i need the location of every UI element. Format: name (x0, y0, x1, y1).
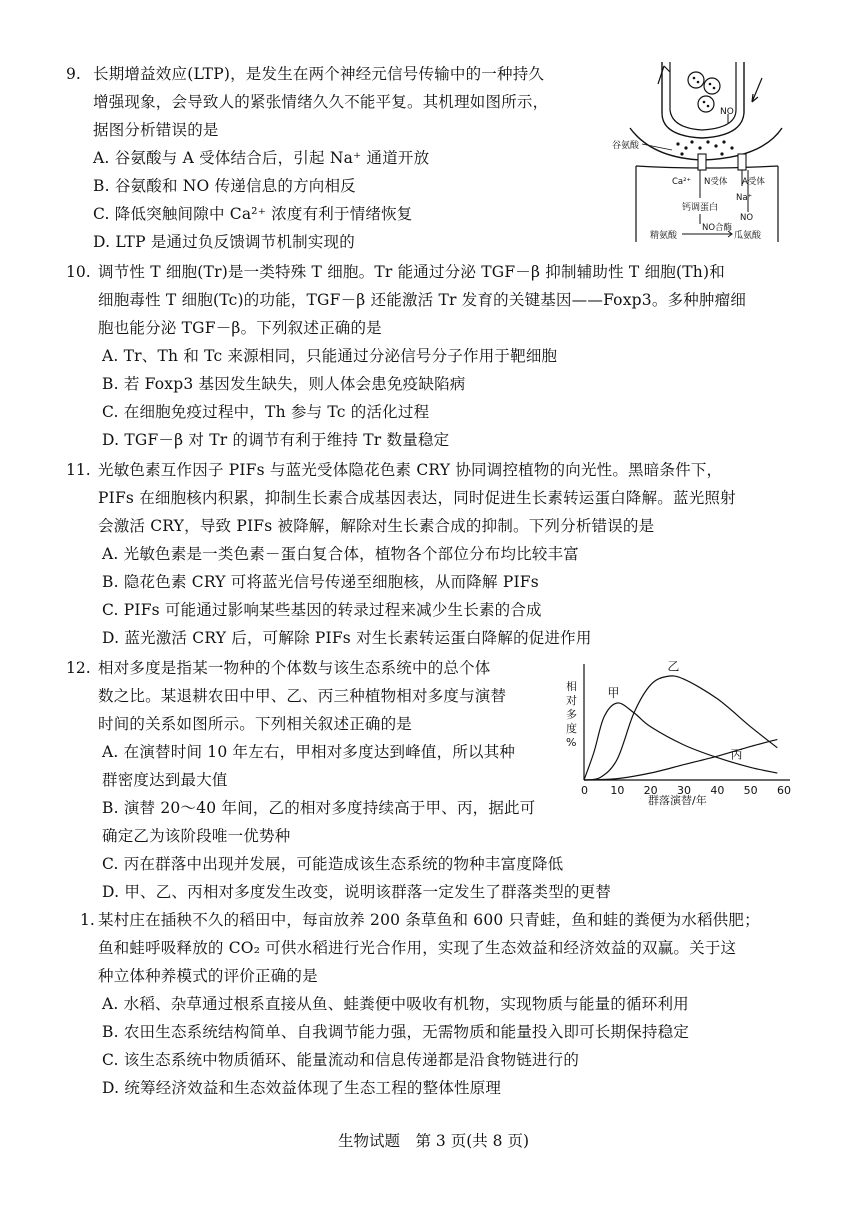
question-13-option-c: C. 该生态系统中物质循环、能量流动和信息传递都是沿食物链进行的 (102, 1051, 580, 1069)
question-9-number: 9. (66, 65, 81, 83)
question-11-option-d: D. 蓝光激活 CRY 后，可解除 PIFs 对生长素转运蛋白降解的促进作用 (102, 629, 592, 647)
question-9-option-c: C. 降低突触间隙中 Ca²⁺ 浓度有利于情绪恢复 (93, 205, 413, 223)
synapse-diagram (612, 58, 812, 242)
question-9-stem-line: 据图分析错误的是 (93, 121, 219, 139)
question-12-option-a-cont: 群密度达到最大值 (102, 771, 228, 789)
question-9-option-a: A. 谷氨酸与 A 受体结合后，引起 Na⁺ 通道开放 (93, 149, 430, 167)
question-13-number: 1. (80, 911, 95, 929)
series-line-丙 (584, 739, 777, 780)
x-tick-label: 30 (677, 784, 691, 797)
arrow-down-icon (658, 66, 670, 84)
arginine-label: 精氨酸 (650, 231, 678, 241)
citrulline-label: 瓜氨酸 (734, 231, 762, 241)
y-axis-label (566, 679, 577, 749)
no-label-top: NO (720, 107, 734, 117)
question-11-option-b: B. 隐花色素 CRY 可将蓝光信号传递至细胞核，从而降解 PIFs (102, 573, 539, 591)
arrow-in-icon (752, 78, 762, 102)
x-axis-label: 群落演替/年 (648, 794, 707, 807)
series-line-甲 (584, 703, 777, 780)
question-10-option-b: B. 若 Foxp3 基因发生缺失，则人体会患免疫缺陷病 (102, 375, 466, 393)
x-tick-label: 20 (643, 784, 658, 797)
question-12-option-a: A. 在演替时间 10 年左右，甲相对多度达到峰值，所以其种 (102, 743, 516, 761)
question-11-stem-line: PIFs 在细胞核内积累，抑制生长素合成基因表达，同时促进生长素转运蛋白降解。蓝光照射 (98, 489, 736, 507)
question-12-option-b: B. 演替 20～40 年间，乙的相对多度持续高于甲、丙，据此可 (102, 799, 536, 817)
na-label: Na⁺ (736, 193, 753, 203)
relative-abundance-chart (560, 660, 800, 808)
x-tick-label: 40 (710, 784, 725, 797)
n-receptor-label: N受体 (704, 177, 728, 187)
series-label: 乙 (667, 660, 680, 674)
a-receptor-label: A受体 (742, 177, 765, 187)
question-10-stem-line: 调节性 T 细胞(Tr)是一类特殊 T 细胞。Tr 能通过分泌 TGF－β 抑制辅助性 T 细胞(Th)和 (98, 263, 725, 281)
question-12-stem-line: 数之比。某退耕农田中甲、乙、丙三种植物相对多度与演替 (98, 687, 507, 705)
question-12-option-b-cont: 确定乙为该阶段唯一优势种 (102, 827, 291, 845)
svg-text:相对多度%: 相对多度% (566, 680, 577, 749)
x-tick-label: 60 (777, 784, 791, 797)
x-tick-label: 10 (610, 784, 625, 797)
question-11-option-a: A. 光敏色素是一类色素－蛋白复合体，植物各个部位分布均比较丰富 (102, 545, 579, 563)
series-label: 甲 (607, 686, 620, 700)
question-13-stem-line: 某村庄在插秧不久的稻田中，每亩放养 200 条草鱼和 600 只青蛙，鱼和蛙的粪便为水稻供肥； (98, 911, 760, 929)
question-11-stem-line: 会激活 CRY，导致 PIFs 被降解，解除对生长素合成的抑制。下列分析错误的是 (98, 517, 655, 535)
question-11-stem-line: 光敏色素互作因子 PIFs 与蓝光受体隐花色素 CRY 协同调控植物的向光性。黑暗条件下， (98, 461, 723, 479)
page-footer: 生物试题 第 3 页(共 8 页) (337, 1132, 530, 1150)
question-13-stem-line: 种立体种养模式的评价正确的是 (98, 967, 318, 985)
question-10-number: 10. (66, 263, 91, 281)
question-12-stem-line: 相对多度是指某一物种的个体数与该生态系统中的总个体 (98, 659, 491, 677)
question-9-option-b: B. 谷氨酸和 NO 传递信息的方向相反 (93, 177, 356, 195)
question-13-option-a: A. 水稻、杂草通过根系直接从鱼、蛙粪便中吸收有机物，实现物质与能量的循环利用 (102, 995, 689, 1013)
question-11-option-c: C. PIFs 可能通过影响某些基因的转录过程来减少生长素的合成 (102, 601, 542, 619)
question-13-stem-line: 鱼和蛙呼吸释放的 CO₂ 可供水稻进行光合作用，实现了生态效益和经济效益的双赢。关于这 (98, 939, 737, 957)
question-10-stem-line: 细胞毒性 T 细胞(Tc)的功能，TGF－β 还能激活 Tr 发育的关键基因——Foxp3。多种肿瘤细 (98, 291, 747, 309)
question-12-number: 12. (66, 659, 91, 677)
question-13-option-b: B. 农田生态系统结构简单、自我调节能力强，无需物质和能量投入即可长期保持稳定 (102, 1023, 690, 1041)
question-10-stem-line: 胞也能分泌 TGF－β。下列叙述正确的是 (98, 319, 382, 337)
series-label: 丙 (730, 747, 743, 762)
ca-label: Ca²⁺ (672, 177, 692, 187)
question-10-option-c: C. 在细胞免疫过程中，Th 参与 Tc 的活化过程 (102, 403, 430, 421)
no-label-bottom: NO (740, 213, 754, 223)
calmodulin-label: 钙调蛋白 (682, 203, 719, 213)
question-11-number: 11. (66, 461, 91, 479)
glutamate-label: 谷氨酸 (612, 141, 640, 151)
x-tick-label: 0 (581, 784, 588, 797)
question-13-option-d: D. 统筹经济效益和生态效益体现了生态工程的整体性原理 (102, 1079, 502, 1097)
question-9-option-d: D. LTP 是通过负反馈调节机制实现的 (93, 233, 355, 251)
question-12-stem-line: 时间的关系如图所示。下列相关叙述正确的是 (98, 715, 413, 733)
question-9-stem-line: 长期增益效应(LTP)，是发生在两个神经元信号传输中的一种持久 (93, 65, 545, 83)
question-12-option-c: C. 丙在群落中出现并发展，可能造成该生态系统的物种丰富度降低 (102, 855, 564, 873)
x-tick-label: 50 (743, 784, 758, 797)
question-9-stem-line: 增强现象，会导致人的紧张情绪久久不能平复。其机理如图所示， (93, 93, 549, 111)
question-10-option-d: D. TGF－β 对 Tr 的调节有利于维持 Tr 数量稳定 (102, 431, 450, 449)
question-10-option-a: A. Tr、Th 和 Tc 来源相同，只能通过分泌信号分子作用于靶细胞 (102, 347, 558, 365)
no-synthase-label: NO合酶 (702, 223, 733, 233)
question-12-option-d: D. 甲、乙、丙相对多度发生改变，说明该群落一定发生了群落类型的更替 (102, 883, 612, 901)
